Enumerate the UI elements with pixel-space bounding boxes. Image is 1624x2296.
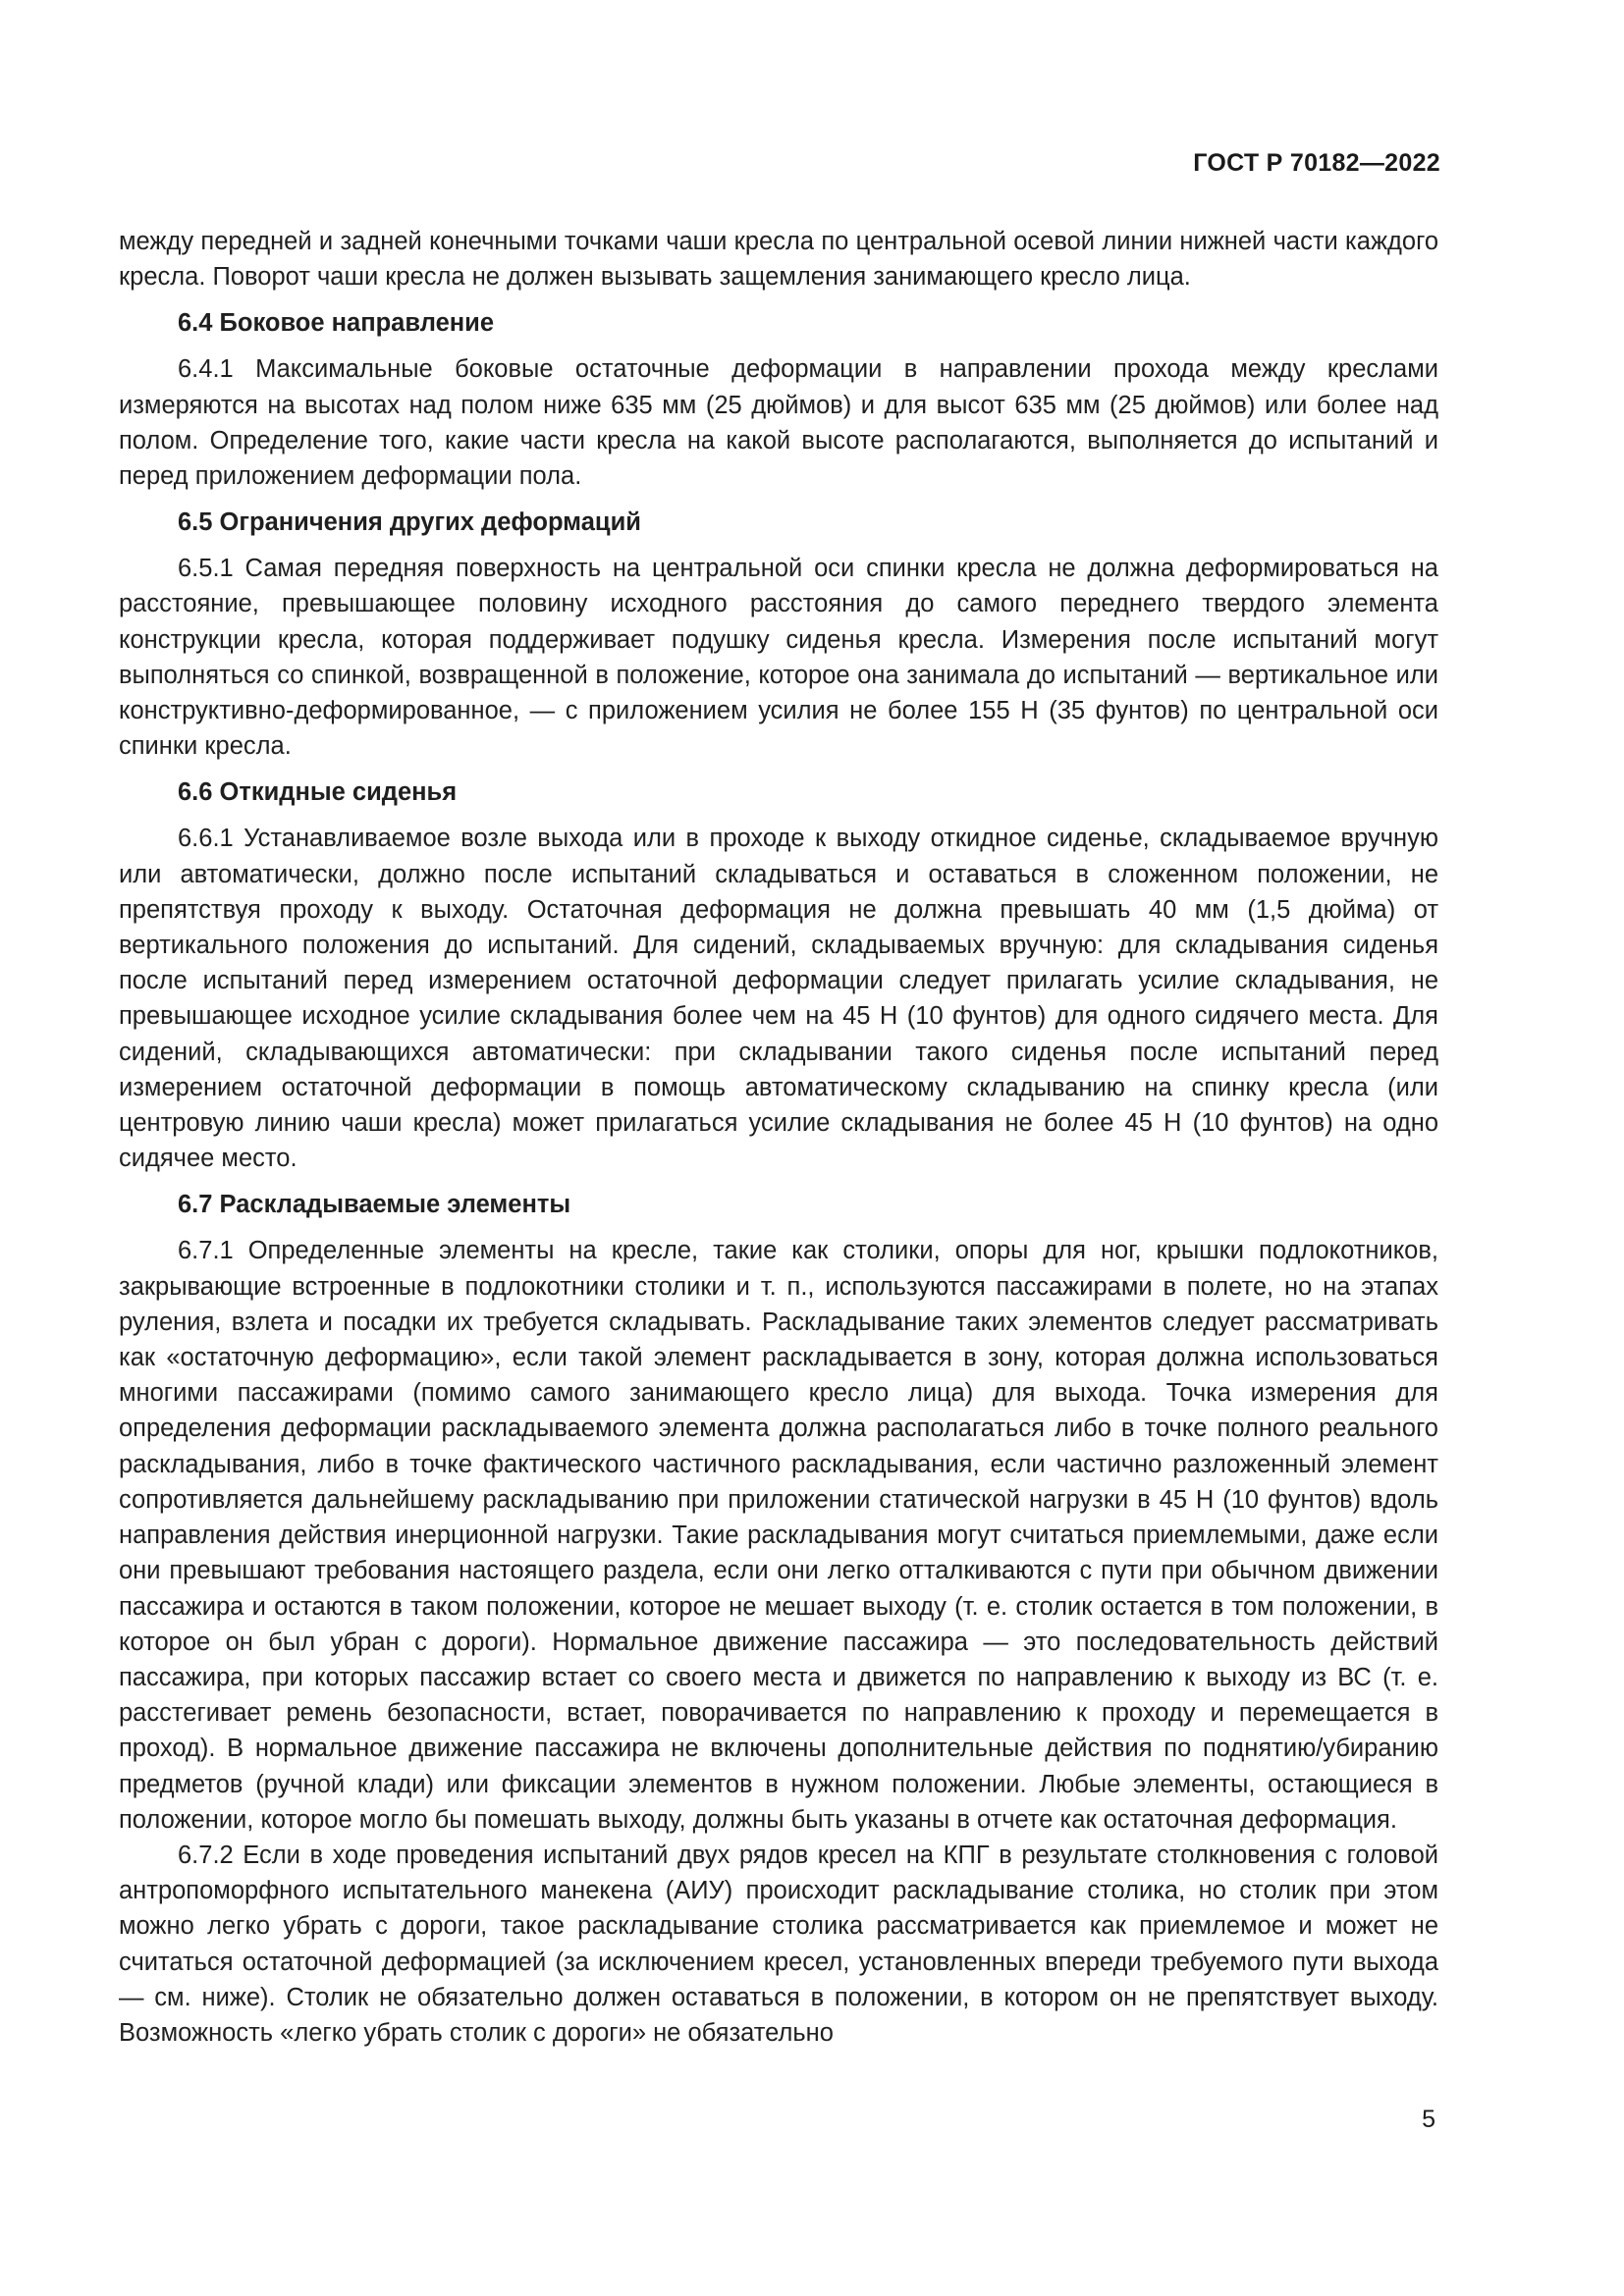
paragraph-6-4-1: 6.4.1 Максимальные боковые остаточные деформации в направлении прохода между креслами измеряются на высотах над полом ниже 635 мм (25 дюймов) и для высот 635 мм (25 дюймов) или более над полом. Определение того, какие части кресла на какой высоте располагаются, выполняется до испытаний и перед приложением деформации пола.: [119, 355, 1438, 491]
paragraph-6-7-2: 6.7.2 Если в ходе проведения испытаний двух рядов кресел на КПГ в результате столкновения с головой антропоморфного испытательного манекена (АИУ) происходит раскладывание столика, но столик при этом можно легко убрать с дороги, такое раскладывание столика рассматривается как приемлемое и может не считаться остаточной деформацией (за исключением кресел, установленных впереди требуемого пути выхода — см. ниже). Столик не обязательно должен оставаться в положении, в котором он не препятствует выходу. Возможность «легко убрать столик с дороги» не обязательно: [119, 1841, 1438, 2047]
document-header: ГОСТ Р 70182—2022: [1193, 149, 1440, 177]
section-heading-6-6: 6.6 Откидные сиденья: [178, 778, 458, 807]
section-heading-6-7: 6.7 Раскладываемые элементы: [178, 1191, 571, 1219]
page-number: 5: [1422, 2106, 1435, 2133]
paragraph-6-7-1: 6.7.1 Определенные элементы на кресле, такие как столики, опоры для ног, крышки подлокотников, закрывающие встроенные в подлокотники столики и т. п., используются пассажирами в полете, но на этапах руления, взлета и посадки их требуется складывать. Раскладывание таких элементов следует рассматривать как «остаточную деформацию», если такой элемент раскладывается в зону, которая должна использоваться многими пассажирами (помимо самого занимающего кресло лица) для выхода. Точка измерения для определения деформации раскладываемого элемента должна располагаться либо в точке полного реального раскладывания, либо в точке фактического частичного раскладывания, если частично разложенный элемент сопротивляется дальнейшему раскладыванию при приложении статической нагрузки в 45 Н (10 фунтов) вдоль направления действия инерционной нагрузки. Такие раскладывания могут считаться приемлемыми, даже если они превышают требования настоящего раздела, если они легко отталкиваются с пути при обычном движении пассажира и остаются в таком положении, которое не мешает выходу (т. е. столик остается в том положении, в которое он был убран с дороги). Нормальное движение пассажира — это последовательность действий пассажира, при которых пассажир встает со своего места и движется по направлению к выходу из ВС (т. е. расстегивает ремень безопасности, встает, поворачивается по направлению к проходу и перемещается в проход). В нормальное движение пассажира не включены дополнительные действия по поднятию/убиранию предметов (ручной клади) или фиксации элементов в нужном положении. Любые элементы, остающиеся в положении, которое могло бы помешать выходу, должны быть указаны в отчете как остаточная деформация.: [119, 1237, 1438, 1834]
paragraph-6-6-1: 6.6.1 Устанавливаемое возле выхода или в проходе к выходу откидное сиденье, складываемое вручную или автоматически, должно после испытаний складываться и оставаться в сложенном положении, не препятствуя проходу к выходу. Остаточная деформация не должна превышать 40 мм (1,5 дюйма) от вертикального положения до испытаний. Для сидений, складываемых вручную: для складывания сиденья после испытаний перед измерением остаточной деформации следует прилагать усилие складывания, не превышающее исходное усилие складывания более чем на 45 Н (10 фунтов) для одного сидячего места. Для сидений, складывающихся автоматически: при складывании такого сиденья после испытаний перед измерением остаточной деформации в помощь автоматическому складыванию на спинку кресла (или центровую линию чаши кресла) может прилагаться усилие складывания не более 45 Н (10 фунтов) на одно сидячее место.: [119, 825, 1438, 1173]
section-heading-6-4: 6.4 Боковое направление: [178, 309, 495, 338]
document-body: [119, 224, 1438, 2051]
intro-paragraph: между передней и задней конечными точками чаши кресла по центральной осевой линии нижней части каждого кресла. Поворот чаши кресла не должен вызывать защемления занимающего кресло лица.: [119, 228, 1438, 292]
paragraph-6-5-1: 6.5.1 Самая передняя поверхность на центральной оси спинки кресла не должна деформироваться на расстояние, превышающее половину исходного расстояния до самого переднего твердого элемента конструкции кресла, которая поддерживает подушку сиденья кресла. Измерения после испытаний могут выполняться со спинкой, возвращенной в положение, которое она занимала до испытаний — вертикальное или конструктивно-деформированное, — с приложением усилия не более 155 Н (35 фунтов) по центральной оси спинки кресла.: [119, 555, 1438, 761]
section-heading-6-5: 6.5 Ограничения других деформаций: [178, 508, 641, 537]
